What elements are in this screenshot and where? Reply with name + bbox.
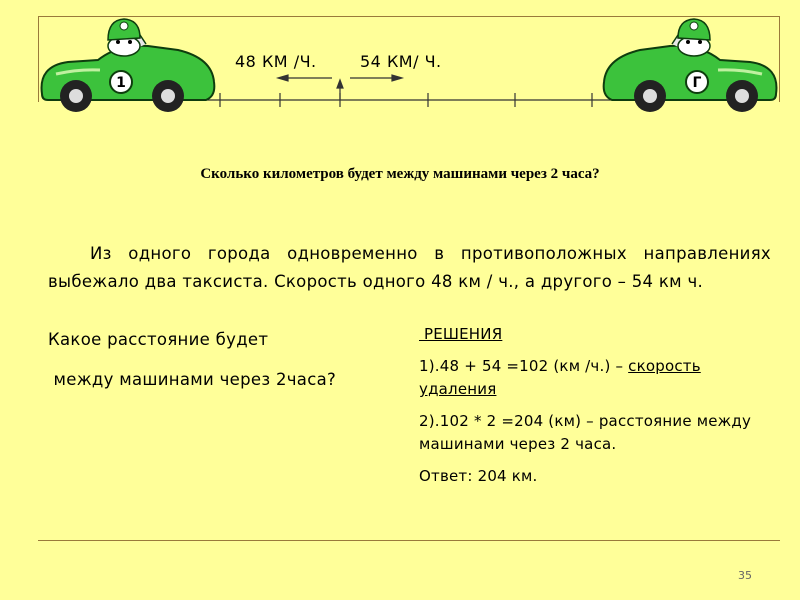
right-car-number: Г <box>692 75 702 91</box>
solution-step-1 <box>419 355 769 401</box>
left-car-number: 1 <box>116 75 126 91</box>
problem-text: Из одного города одновременно в противоположных направлениях выбежало два таксиста. Скорость одного 48 км / ч., а другого – 54 км ч. <box>48 244 771 291</box>
problem-paragraph <box>48 240 771 296</box>
ask-line-1: Какое расстояние будет <box>48 330 269 349</box>
step-1-text: 1).48 + 54 =102 (км /ч.) – <box>419 357 629 375</box>
left-car-image <box>38 14 218 116</box>
solution-answer: Ответ: 204 км. <box>419 467 538 485</box>
ask-line-2: между машинами через 2часа? <box>48 370 337 389</box>
direction-arrows <box>278 75 402 100</box>
frame-bottom-line <box>38 540 780 541</box>
speed-left-label: 48 КМ /Ч. <box>235 52 317 71</box>
step-1-underlined: скорость удаления <box>419 357 701 398</box>
solution-heading: РЕШЕНИЯ <box>419 325 503 343</box>
solution-block <box>419 323 769 488</box>
speed-right-label: 54 КМ/ Ч. <box>360 52 442 71</box>
question-heading: Сколько километров будет между машинами через 2 часа? <box>200 166 600 182</box>
solution-step-2: 2).102 * 2 =204 (км) – расстояние между машинами через 2 часа. <box>419 412 752 453</box>
page-number: 35 <box>738 569 752 582</box>
right-car-image <box>600 14 780 116</box>
